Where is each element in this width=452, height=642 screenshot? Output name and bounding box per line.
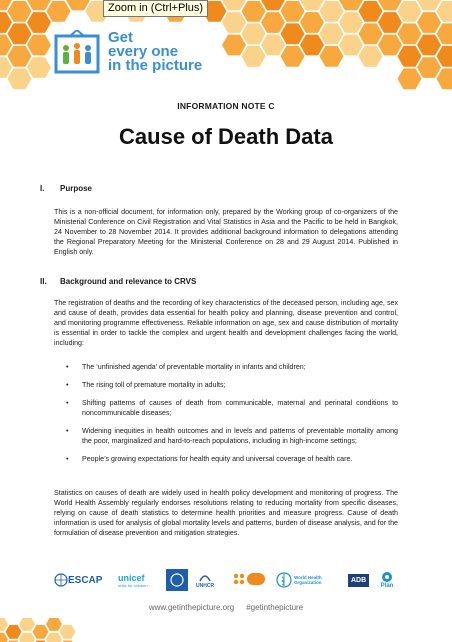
section-number: I.	[40, 184, 45, 193]
hexagon-tile	[27, 12, 51, 33]
hexagon-tile	[378, 12, 402, 33]
hexagon-tile	[437, 46, 452, 67]
hexagon-tile	[8, 23, 32, 44]
hexagon-tile	[359, 46, 383, 67]
adb-logo: ADB	[348, 568, 369, 592]
unwomen-logo	[232, 568, 266, 592]
hexagon-tile	[398, 68, 422, 89]
unicef-logo: unicef unite for children	[118, 572, 148, 588]
section-heading-purpose	[40, 184, 92, 193]
hexagon-tile	[437, 1, 452, 22]
hexagon-tile	[19, 633, 35, 642]
section-title: Background and relevance to CRVS	[60, 277, 197, 286]
footer	[0, 603, 452, 612]
hexagon-tile	[320, 1, 344, 22]
hexagon-tile	[33, 625, 49, 639]
hexagon-tile	[8, 1, 32, 22]
hexagon-tile	[417, 12, 441, 33]
hexagon-tile	[339, 12, 363, 33]
hashtag: #getinthepicture	[246, 603, 304, 612]
logo-wordmark	[108, 31, 202, 73]
challenges-list	[54, 362, 398, 472]
hexagon-tile	[300, 12, 324, 33]
hexagon-tile	[437, 68, 452, 89]
hexagon-tile	[398, 23, 422, 44]
hexagon-tile	[47, 1, 71, 22]
hexagon-tile	[60, 625, 76, 639]
unhcr-hands-icon	[198, 571, 212, 583]
hexagon-tile	[261, 0, 285, 10]
hexagon-tile	[222, 0, 246, 10]
plan-people-icon	[380, 571, 394, 583]
hexagon-tile	[281, 1, 305, 22]
hexagon-tile	[8, 46, 32, 67]
hexagon-tile	[27, 57, 51, 78]
hexagon-tile	[300, 35, 324, 56]
closing-paragraph: Statistics on causes of death are widely used in health policy development and monitoring of progress. The World Health Assembly regularly endorses resolutions relating to reducing mortality from specific diseases, relying on cause of death statistics to determine health priorities and measure progress. Cause of death information is used for analysis of global mortality levels and patterns, burden of disease analysis, and for the formulation of disease prevention and mitigation strategies.	[54, 489, 398, 537]
hexagon-tile	[398, 1, 422, 22]
hexagon-tile	[378, 0, 402, 10]
hexagon-tile	[339, 0, 363, 10]
picture-frame-logo-icon	[54, 30, 100, 74]
unfpa-icon	[166, 569, 188, 591]
hexagon-tile	[6, 625, 22, 639]
section-number: II.	[40, 277, 47, 286]
who-emblem-icon	[276, 572, 292, 588]
section-title: Purpose	[60, 184, 93, 193]
hexagon-tile	[417, 0, 441, 10]
hexagon-tile	[339, 35, 363, 56]
note-label: INFORMATION NOTE C	[177, 101, 275, 111]
hexagon-tile	[320, 46, 344, 67]
hexagon-tile	[222, 35, 246, 56]
hexagon-footer-band	[0, 618, 452, 642]
hexagon-tile	[398, 46, 422, 67]
hexagon-tile	[300, 0, 324, 10]
document-title: Cause of Death Data	[119, 124, 333, 149]
purpose-paragraph: This is a non-official document, for information only, prepared by the Working group of co-organizers of the Ministerial Conference on Civil Registration and Vital Statistics in Asia and the Pacific to be held in Bangkok, 24 November to 28 November 2014. It provides additional background information to delegations attending the Regional Preparatory Meeting for the Ministerial Conference on 28 and 29 August 2014. Published in English only.	[54, 208, 398, 256]
hexagon-tile	[437, 23, 452, 44]
background-paragraph: The registration of deaths and the recording of key characteristics of the deceased person, including age, sex and cause of death, provides data essential for health policy and planning, disease prevention and control, and monitoring programme effectiveness. Reliable information on age, sex and cause distribution of mortality is essential in order to tackle the complex and urgent health and development challenges facing the world, including:	[54, 299, 398, 347]
zoom-tooltip: Zoom in (Ctrl+Plus)	[103, 0, 208, 17]
section-heading-background	[40, 277, 196, 286]
hexagon-tile	[0, 618, 8, 631]
hexagon-tile	[66, 0, 90, 10]
website-link[interactable]: www.getinthepicture.org	[148, 603, 235, 612]
unhcr-logo: UNHCR	[196, 568, 214, 592]
logo-line-3: in the picture	[108, 57, 203, 74]
hexagon-tile	[242, 1, 266, 22]
hexagon-tile	[242, 23, 266, 44]
hexagon-tile	[27, 0, 51, 10]
who-logo: World Health Organization	[276, 568, 334, 592]
partner-logos	[54, 568, 402, 592]
list-item: • Shifting patterns of causes of death from communicable, maternal and perinatal conditions to noncommunicable diseases;	[66, 399, 398, 417]
hexagon-tile	[281, 23, 305, 44]
hexagon-tile	[261, 12, 285, 33]
plan-logo: Plan	[380, 568, 394, 592]
unwomen-icon	[232, 570, 266, 590]
hexagon-tile	[222, 12, 246, 33]
hexagon-tile	[19, 618, 35, 631]
hexagon-tile	[417, 35, 441, 56]
hexagon-tile	[242, 46, 266, 67]
hexagon-tile	[46, 633, 62, 642]
list-item: • The rising toll of premature mortality in adults;	[66, 381, 226, 389]
logo-line-1: Get	[108, 29, 134, 46]
list-item: • The ‘unfinished agenda’ of preventable mortality in infants and children;	[66, 363, 306, 371]
hexagon-tile	[27, 35, 51, 56]
hexagon-tile	[0, 633, 8, 642]
hexagon-tile	[378, 35, 402, 56]
logo-line-2: every one	[108, 43, 179, 60]
un-emblem-icon	[54, 573, 68, 587]
list-item: • People’s growing expectations for health equity and universal coverage of health care.	[66, 455, 353, 463]
list-item: • Widening inequities in health outcomes and in levels and patterns of preventable mortality among the poor, marginalized and hard-to-reach populations, including in high-income settings;	[66, 427, 398, 445]
hexagon-tile	[46, 618, 62, 631]
unfpa-logo	[166, 568, 188, 592]
hexagon-tile	[359, 1, 383, 22]
hexagon-tile	[320, 23, 344, 44]
escap-logo: ESCAP	[54, 568, 102, 592]
hexagon-tile	[359, 23, 383, 44]
hexagon-tile	[261, 35, 285, 56]
hexagon-tile	[417, 57, 441, 78]
hexagon-tile	[281, 46, 305, 67]
hexagon-tile	[8, 68, 32, 89]
